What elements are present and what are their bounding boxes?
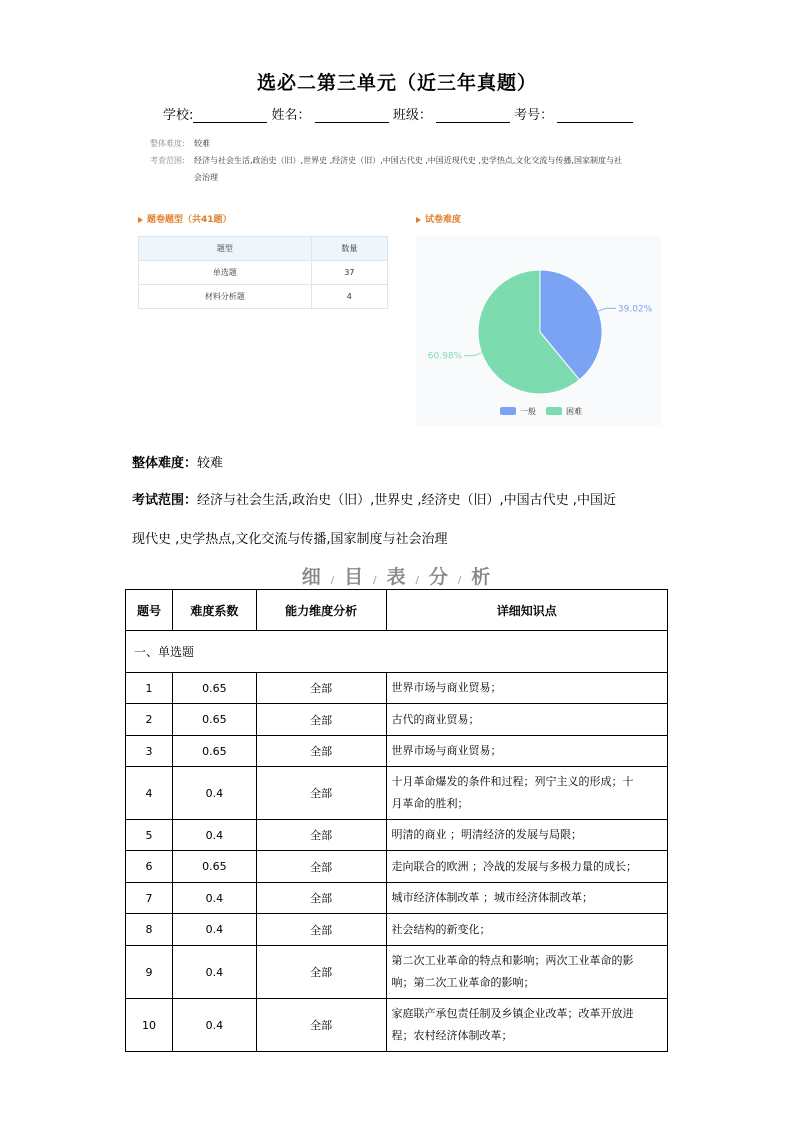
difficulty-heading-text: 试卷难度 xyxy=(425,215,462,225)
table-header-row xyxy=(126,590,668,631)
question-types-table xyxy=(138,236,388,309)
table-row xyxy=(126,767,668,820)
student-info-line xyxy=(163,104,633,123)
difficulty-coef-cell: 0.65 xyxy=(172,704,256,736)
dimension-cell: 全部 xyxy=(256,820,386,851)
pie-leader-line xyxy=(464,353,482,356)
meta-scope-key: 考查范围: xyxy=(150,156,185,165)
table-row xyxy=(126,851,668,883)
summary-difficulty xyxy=(132,452,223,471)
meta-scope xyxy=(150,153,622,169)
knowledge-point-line: 社会结构的新变化； xyxy=(391,922,491,936)
meta-difficulty-value: 较难 xyxy=(194,139,210,148)
question-no-cell: 3 xyxy=(126,736,173,767)
summary-scope-line2-text: 现代史 ,史学热点,文化交流与传播,国家制度与社会治理 xyxy=(132,532,448,547)
question-types-heading-text: 题卷题型（共41题） xyxy=(147,215,232,225)
triangle-bullet-icon xyxy=(138,217,143,223)
type-cell: 单选题 xyxy=(139,261,312,285)
header-coef: 难度系数 xyxy=(172,590,256,631)
knowledge-points-cell xyxy=(386,820,667,851)
triangle-bullet-icon xyxy=(416,217,421,223)
meta-scope-line2 xyxy=(194,170,218,186)
title-separator: / xyxy=(415,575,421,586)
knowledge-points-cell xyxy=(386,946,667,999)
table-row xyxy=(139,285,388,309)
name-label: 姓名： xyxy=(271,108,311,123)
knowledge-point-line: 月革命的胜利； xyxy=(391,797,469,810)
legend-swatch xyxy=(546,407,562,415)
table-header-row xyxy=(139,237,388,261)
meta-scope-value-line2: 会治理 xyxy=(194,173,218,182)
title-separator: / xyxy=(373,575,379,586)
difficulty-coef-cell: 0.4 xyxy=(172,999,256,1052)
group-row xyxy=(126,631,668,673)
dimension-cell: 全部 xyxy=(256,946,386,999)
knowledge-point-line: 明清的商业 ；明清经济的发展与局限； xyxy=(391,828,583,841)
title-separator: / xyxy=(457,575,464,586)
dimension-cell: 全部 xyxy=(256,851,386,883)
knowledge-point-line: 响；第二次工业革命的影响； xyxy=(391,976,535,989)
knowledge-point-line: 城市经济体制改革 ；城市经济体制改革； xyxy=(391,891,594,904)
title-char: 细 xyxy=(301,566,323,588)
table-row xyxy=(126,946,668,999)
difficulty-heading xyxy=(416,212,461,225)
knowledge-point-line: 程；农村经济体制改革； xyxy=(391,1029,513,1042)
meta-difficulty xyxy=(150,136,210,152)
dimension-cell: 全部 xyxy=(256,673,386,704)
table-row xyxy=(126,673,668,704)
pie-leader-line xyxy=(598,308,616,311)
dimension-cell: 全部 xyxy=(256,704,386,736)
difficulty-pie-chart xyxy=(416,236,661,426)
summary-scope-line2 xyxy=(132,528,448,547)
question-no-cell: 1 xyxy=(126,673,173,704)
difficulty-coef-cell: 0.4 xyxy=(172,946,256,999)
difficulty-coef-cell: 0.4 xyxy=(172,767,256,820)
pie-value-label: 60.98% xyxy=(427,351,463,362)
title-char: 表 xyxy=(386,566,408,588)
knowledge-points-cell xyxy=(386,736,667,767)
knowledge-point-line: 第二次工业革命的特点和影响；两次工业革命的影 xyxy=(391,954,634,967)
legend-label: 一般 xyxy=(520,407,536,416)
dimension-cell: 全部 xyxy=(256,883,386,914)
count-cell: 37 xyxy=(311,261,387,285)
knowledge-points-cell xyxy=(386,883,667,914)
summary-difficulty-value: 较难 xyxy=(197,456,224,471)
question-no-cell: 5 xyxy=(126,820,173,851)
summary-scope xyxy=(132,489,616,508)
table-row xyxy=(126,883,668,914)
question-no-cell: 10 xyxy=(126,999,173,1052)
difficulty-coef-cell: 0.65 xyxy=(172,736,256,767)
title-char: 分 xyxy=(428,566,450,588)
question-no-cell: 9 xyxy=(126,946,173,999)
header-knowledge: 详细知识点 xyxy=(386,590,667,631)
dimension-cell: 全部 xyxy=(256,767,386,820)
summary-scope-label: 考试范围： xyxy=(132,493,198,508)
name-blank xyxy=(315,108,389,123)
legend-swatch xyxy=(500,407,516,415)
header-no: 题号 xyxy=(126,590,173,631)
pie-value-label: 39.02% xyxy=(617,304,653,315)
question-types-heading xyxy=(138,212,232,225)
difficulty-coef-cell: 0.4 xyxy=(172,914,256,946)
group-label: 一、单选题 xyxy=(126,631,668,673)
difficulty-coef-cell: 0.4 xyxy=(172,820,256,851)
count-cell: 4 xyxy=(311,285,387,309)
question-no-cell: 7 xyxy=(126,883,173,914)
header-dimension: 能力维度分析 xyxy=(256,590,386,631)
knowledge-points-cell xyxy=(386,851,667,883)
exam-no-label: 考号： xyxy=(514,108,554,123)
knowledge-point-line: 古代的商业贸易； xyxy=(391,712,480,726)
difficulty-coef-cell: 0.4 xyxy=(172,883,256,914)
knowledge-points-cell xyxy=(386,999,667,1052)
table-row xyxy=(139,261,388,285)
dimension-cell: 全部 xyxy=(256,999,386,1052)
knowledge-point-line: 走向联合的欧洲 ；冷战的发展与多极力量的成长； xyxy=(391,859,638,873)
question-no-cell: 2 xyxy=(126,704,173,736)
question-no-cell: 8 xyxy=(126,914,173,946)
meta-scope-value-line1: 经济与社会生活,政治史（旧）,世界史 ,经济史（旧）,中国古代史 ,中国近现代史 ,史学热点,文化交流与传播,国家制度与社 xyxy=(194,156,622,165)
knowledge-point-line: 十月革命爆发的条件和过程；列宁主义的形成；十 xyxy=(391,775,634,788)
table-row xyxy=(126,820,668,851)
school-label: 学校: xyxy=(163,108,194,123)
knowledge-points-cell xyxy=(386,673,667,704)
type-cell: 材料分析题 xyxy=(139,285,312,309)
detail-analysis-table xyxy=(125,589,668,1052)
school-blank xyxy=(193,108,267,123)
knowledge-point-line: 世界市场与商业贸易； xyxy=(391,744,502,757)
exam-no-blank xyxy=(557,108,633,123)
legend-label: 困难 xyxy=(566,407,582,416)
knowledge-point-line: 家庭联产承包责任制及乡镇企业改革；改革开放进 xyxy=(391,1007,634,1020)
knowledge-point-line: 世界市场与商业贸易； xyxy=(391,681,502,694)
question-no-cell: 4 xyxy=(126,767,173,820)
table-row xyxy=(126,914,668,946)
dimension-cell: 全部 xyxy=(256,736,386,767)
difficulty-coef-cell: 0.65 xyxy=(172,673,256,704)
class-blank xyxy=(436,108,510,123)
title-char: 析 xyxy=(471,566,493,588)
knowledge-points-cell xyxy=(386,914,667,946)
table-row xyxy=(126,704,668,736)
detail-analysis-title xyxy=(0,562,794,589)
table-row xyxy=(126,999,668,1052)
question-no-cell: 6 xyxy=(126,851,173,883)
document-title: 选必二第三单元（近三年真题） xyxy=(256,72,537,94)
knowledge-points-cell xyxy=(386,767,667,820)
meta-difficulty-key: 整体难度: xyxy=(150,139,185,148)
summary-difficulty-label: 整体难度： xyxy=(132,456,198,471)
class-label: 班级： xyxy=(392,108,432,123)
col-count-header: 数量 xyxy=(311,237,387,261)
title-separator: / xyxy=(330,575,337,586)
knowledge-points-cell xyxy=(386,704,667,736)
table-row xyxy=(126,736,668,767)
dimension-cell: 全部 xyxy=(256,914,386,946)
pie-chart-svg xyxy=(416,236,661,426)
col-type-header: 题型 xyxy=(139,237,312,261)
summary-scope-line1: 经济与社会生活,政治史（旧）,世界史 ,经济史（旧）,中国古代史 ,中国近 xyxy=(197,493,616,508)
difficulty-coef-cell: 0.65 xyxy=(172,851,256,883)
title-char: 目 xyxy=(344,566,366,588)
